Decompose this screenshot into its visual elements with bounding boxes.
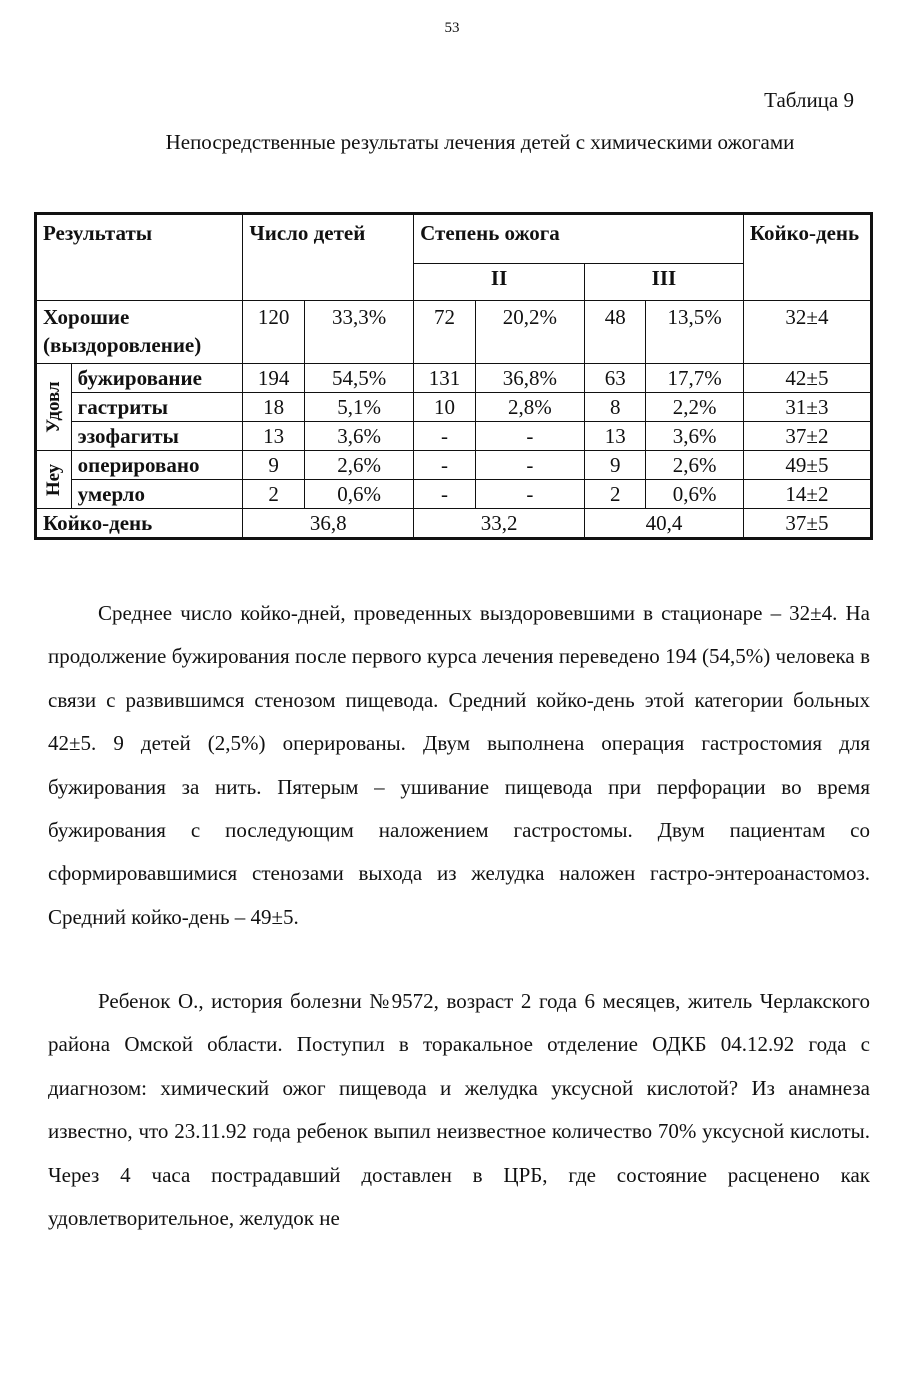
row-label: Хорошие (выздоровление) bbox=[36, 301, 243, 364]
cell-pct: 2,6% bbox=[304, 451, 413, 480]
cell-d2-pct: - bbox=[475, 451, 584, 480]
page-number: 53 bbox=[444, 20, 460, 36]
cell-d3-n: 8 bbox=[585, 393, 646, 422]
cell-pct: 54,5% bbox=[304, 364, 413, 393]
table-label: Таблица 9 bbox=[764, 88, 854, 112]
row-label: гастриты bbox=[71, 393, 243, 422]
table-row bbox=[36, 393, 872, 422]
cell-pct: 5,1% bbox=[304, 393, 413, 422]
group-label: Удовл bbox=[42, 381, 64, 433]
cell-d2-pct: 20,2% bbox=[475, 301, 584, 364]
row-label: оперировано bbox=[71, 451, 243, 480]
cell-n: 2 bbox=[243, 480, 305, 509]
cell-n: 13 bbox=[243, 422, 305, 451]
cell-d3-pct: 0,6% bbox=[646, 480, 743, 509]
table-row bbox=[36, 451, 872, 480]
header-burn-degree: Степень ожога bbox=[414, 214, 744, 264]
cell-total-d2: 33,2 bbox=[414, 509, 585, 539]
row-label: Койко-день bbox=[36, 509, 243, 539]
cell-n: 9 bbox=[243, 451, 305, 480]
cell-d3-n: 9 bbox=[585, 451, 646, 480]
group-unsatisfactory bbox=[36, 451, 72, 509]
results-table bbox=[34, 212, 873, 540]
cell-pct: 0,6% bbox=[304, 480, 413, 509]
header-degree-2: II bbox=[414, 264, 585, 301]
cell-n: 18 bbox=[243, 393, 305, 422]
cell-d3-n: 48 bbox=[585, 301, 646, 364]
header-degree-3: III bbox=[585, 264, 744, 301]
cell-d3-n: 2 bbox=[585, 480, 646, 509]
row-label: умерло bbox=[71, 480, 243, 509]
cell-total-children: 36,8 bbox=[243, 509, 414, 539]
cell-total-d3: 40,4 bbox=[585, 509, 744, 539]
cell-bed: 42±5 bbox=[743, 364, 871, 393]
cell-n: 120 bbox=[243, 301, 305, 364]
table-row-good bbox=[36, 301, 872, 364]
cell-d2-pct: - bbox=[475, 422, 584, 451]
cell-d3-pct: 2,2% bbox=[646, 393, 743, 422]
cell-bed: 37±2 bbox=[743, 422, 871, 451]
table-row bbox=[36, 364, 872, 393]
paragraph-2: Ребенок О., история болезни №9572, возраст 2 года 6 месяцев, житель Черлакского района Омской области. Поступил в торакальное отделение ОДКБ 04.12.92 года с диагнозом: химический ожог пищевода и желудка уксусной кислотой? Из анамнеза известно, что 23.11.92 года ребенок выпил неизвестное количество 70% уксусной кислоты. Через 4 часа пострадавший доставлен в ЦРБ, где состояние расценено как удовлетворительное, желудок не bbox=[48, 989, 870, 1231]
group-label: Неу bbox=[42, 463, 64, 496]
cell-d2-pct: 36,8% bbox=[475, 364, 584, 393]
cell-d3-pct: 2,6% bbox=[646, 451, 743, 480]
cell-bed: 32±4 bbox=[743, 301, 871, 364]
cell-d3-n: 63 bbox=[585, 364, 646, 393]
row-label: эзофагиты bbox=[71, 422, 243, 451]
table-row bbox=[36, 422, 872, 451]
paragraph-1: Среднее число койко-дней, проведенных выздоровевшими в стационаре – 32±4. На продолжение бужирования после первого курса лечения переведено 194 (54,5%) человека в связи с развившимся стенозом пищевода. Средний койко-день этой категории больных 42±5. 9 детей (2,5%) оперированы. Двум выполнена операция гастростомия для бужирования за нить. Пятерым – ушивание пищевода при перфорации во время бужирования с последующим наложением гастростомы. Двум пациентам со сформировавшимися стенозами выхода из желудка наложен гастро-энтероанастомоз. Средний койко-день – 49±5. bbox=[48, 601, 870, 929]
cell-d2-n: 131 bbox=[414, 364, 476, 393]
header-bed-day: Койко-день bbox=[743, 214, 871, 301]
cell-d3-n: 13 bbox=[585, 422, 646, 451]
cell-d2-pct: 2,8% bbox=[475, 393, 584, 422]
row-label: бужирование bbox=[71, 364, 243, 393]
cell-n: 194 bbox=[243, 364, 305, 393]
cell-bed: 49±5 bbox=[743, 451, 871, 480]
cell-d3-pct: 3,6% bbox=[646, 422, 743, 451]
cell-d2-n: 72 bbox=[414, 301, 476, 364]
cell-d2-n: 10 bbox=[414, 393, 476, 422]
cell-total-bed: 37±5 bbox=[743, 509, 871, 539]
cell-d2-n: - bbox=[414, 451, 476, 480]
cell-d2-n: - bbox=[414, 480, 476, 509]
cell-bed: 31±3 bbox=[743, 393, 871, 422]
table-row-total bbox=[36, 509, 872, 539]
cell-pct: 3,6% bbox=[304, 422, 413, 451]
header-children-count: Число детей bbox=[243, 214, 414, 301]
cell-pct: 33,3% bbox=[304, 301, 413, 364]
table-row bbox=[36, 480, 872, 509]
cell-d2-n: - bbox=[414, 422, 476, 451]
cell-d2-pct: - bbox=[475, 480, 584, 509]
table-title: Непосредственные результаты лечения детей с химическими ожогами bbox=[165, 130, 795, 154]
header-results: Результаты bbox=[36, 214, 243, 301]
cell-d3-pct: 17,7% bbox=[646, 364, 743, 393]
cell-bed: 14±2 bbox=[743, 480, 871, 509]
cell-d3-pct: 13,5% bbox=[646, 301, 743, 364]
